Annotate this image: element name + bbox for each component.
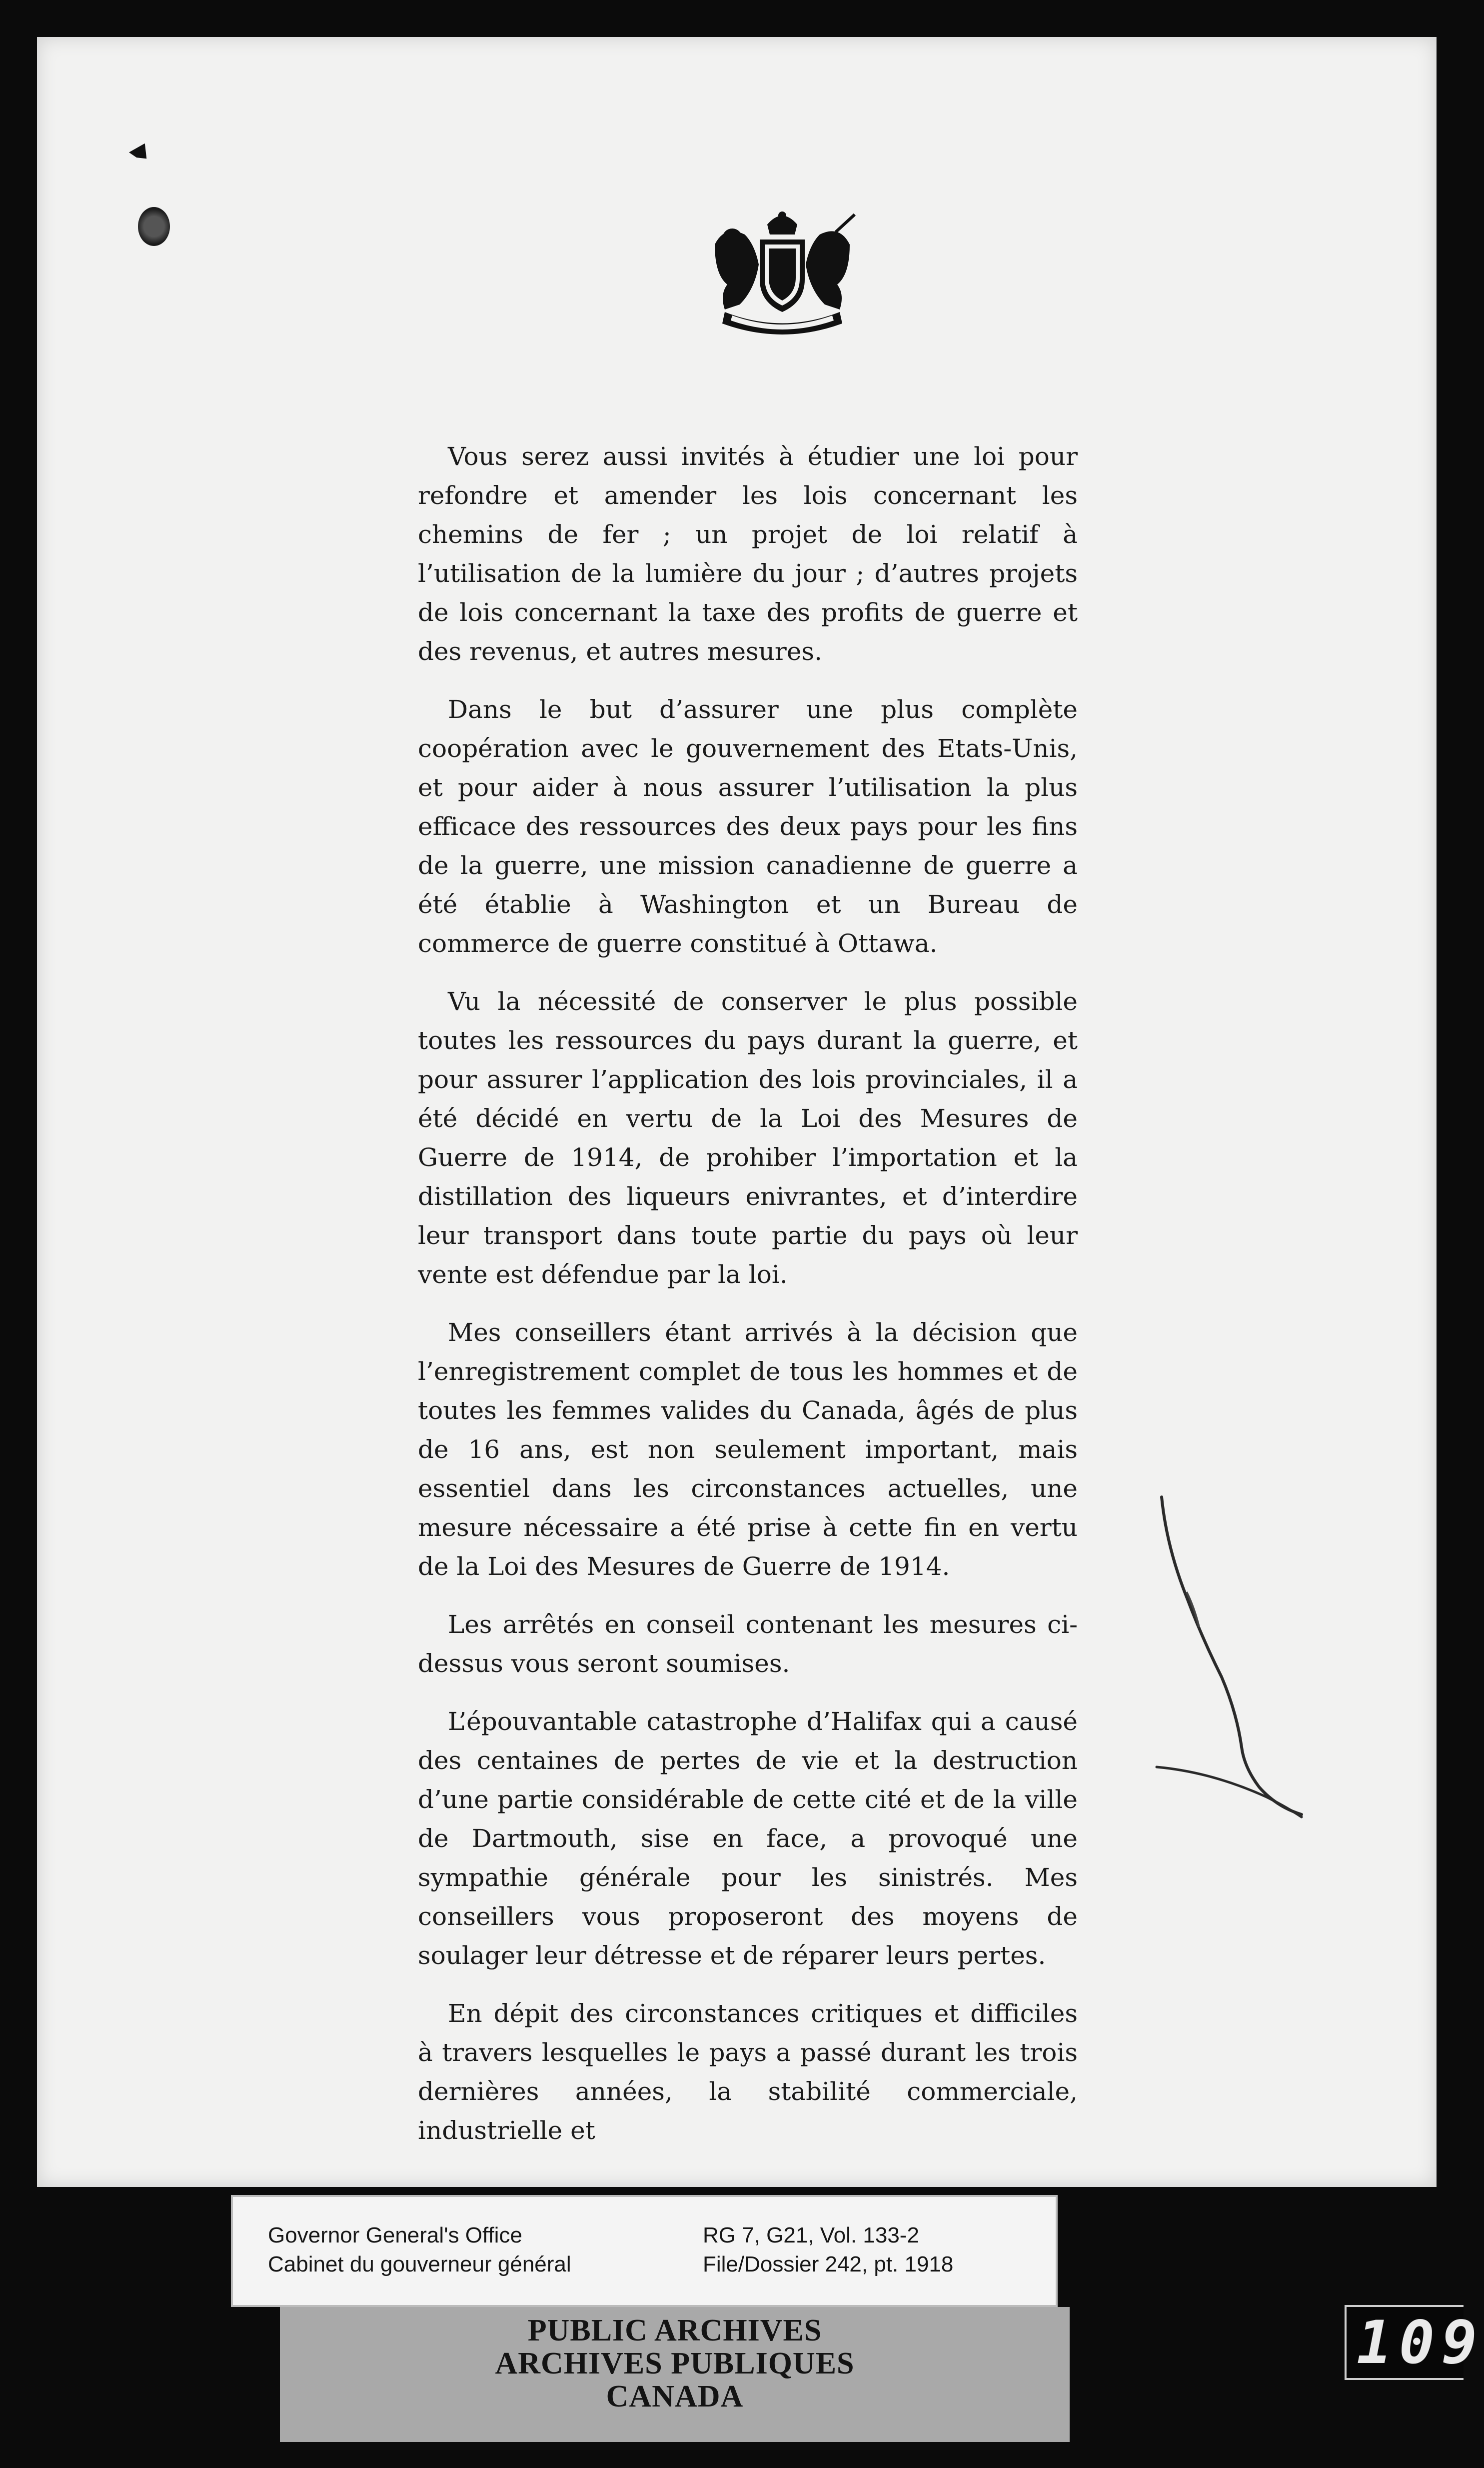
archive-reference-label — [231, 2195, 1058, 2307]
office-en: Governor General's Office — [268, 2223, 522, 2248]
paragraph: L’épouvantable catastrophe d’Halifax qui a causé des centaines de pertes de vie et la destruction d’une partie considérable de cette cité et de la ville de Dartmouth, sise en face, a provoqué une sympathie générale pour les sinistrés. Mes conseillers vous proposeront des moyens de soulager leur détresse et de réparer leurs pertes. — [418, 1707, 1078, 1970]
film-frame-counter — [1345, 2305, 1484, 2380]
archives-line-3: CANADA — [606, 2380, 744, 2414]
file-reference: File/Dossier 242, pt. 1918 — [703, 2252, 954, 2276]
archives-line-1: PUBLIC ARCHIVES — [527, 2314, 822, 2348]
handwritten-check-mark — [1152, 1487, 1322, 1837]
paragraph: Les arrêtés en conseil contenant les mesures ci-dessus vous seront soumises. — [418, 1610, 1078, 1678]
reference-block — [703, 2221, 953, 2279]
archives-banner — [280, 2307, 1070, 2442]
record-group-reference: RG 7, G21, Vol. 133-2 — [703, 2223, 919, 2248]
paragraph: Dans le but d’assurer une plus complète coopération avec le gouvernement des Etats-Unis, et pour aider à nous assurer l’utilisation la plus efficace des ressources des deux pays pour les fins de la guerre, une mission canadienne de guerre a été établie à Washington et un Bureau de commerce de guerre constitué à Ottawa. — [418, 695, 1078, 958]
frame-number: 109 — [1357, 2308, 1484, 2377]
punch-hole — [138, 207, 170, 246]
letter-body — [418, 437, 1078, 2169]
paragraph: Vous serez aussi invités à étudier une loi pour refondre et amender les lois concernant les chemins de fer ; un projet de loi relatif à l’utilisation de la lumière du jour ; d’autres projets de lois concernant la taxe des profits de guerre et des revenus, et autres mesures. — [418, 442, 1078, 666]
paragraph: En dépit des circonstances critiques et difficiles à travers lesquelles le pays a passé durant les trois dernières années, la stabilité commerciale, industrielle et — [418, 1999, 1078, 2145]
film-speck — [128, 144, 150, 164]
royal-coat-of-arms-icon — [705, 210, 860, 340]
archives-line-2: ARCHIVES PUBLIQUES — [495, 2346, 855, 2380]
document-page — [37, 37, 1437, 2187]
paragraph: Mes conseillers étant arrivés à la décision que l’enregistrement complet de tous les hommes et de toutes les femmes valides du Canada, âgés de plus de 16 ans, est non seulement important, mais essentiel dans les circonstances actuelles, une mesure nécessaire a été prise à cette fin en vertu de la Loi des Mesures de Guerre de 1914. — [418, 1318, 1078, 1581]
paragraph: Vu la nécessité de conserver le plus possible toutes les ressources du pays durant la guerre, et pour assurer l’application des lois provinciales, il a été décidé en vertu de la Loi des Mesures de Guerre de 1914, de prohiber l’importation et la distillation des liqueurs enivrantes, et d’interdire leur transport dans toute partie du pays où leur vente est défendue par la loi. — [418, 987, 1078, 1289]
office-fr: Cabinet du gouverneur général — [268, 2252, 571, 2276]
office-block — [268, 2221, 571, 2279]
